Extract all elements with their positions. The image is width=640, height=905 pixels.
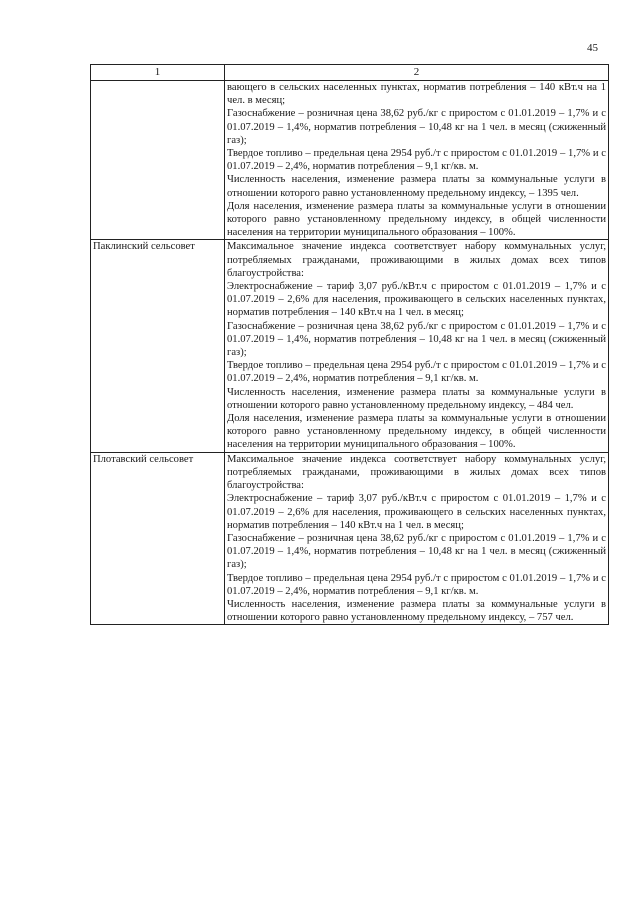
description-paragraph: Численность населения, изменение размера платы за коммунальные услуги в отношении которого равно установленному предельному индексу, – 757 чел. — [227, 598, 606, 624]
description-paragraph: Максимальное значение индекса соответствует набору коммунальных услуг, потребляемых гражданами, проживающими в жилых домах всех типов благоустройства: — [227, 241, 606, 279]
description-paragraph: вающего в сельских населенных пунктах, норматив потребления – 140 кВт.ч на 1 чел. в месяц; — [227, 82, 606, 107]
description-cell — [225, 452, 609, 625]
table-row — [91, 452, 609, 625]
table-header-row — [91, 65, 609, 81]
page-number: 45 — [587, 42, 598, 54]
description-paragraph: Газоснабжение – розничная цена 38,62 руб./кг с приростом с 01.01.2019 – 1,7% и с 01.07.2019 – 1,4%, норматив потребления – 10,48 кг на 1 чел. в месяц (сжиженный газ); — [227, 532, 606, 571]
municipality-cell — [91, 81, 225, 240]
municipality-cell: Паклинский сельсовет — [91, 240, 225, 452]
municipality-cell: Плотавский сельсовет — [91, 452, 225, 625]
table-body — [91, 81, 609, 625]
description-paragraph: Численность населения, изменение размера платы за коммунальные услуги в отношении которого равно установленному предельному индексу, – 1395 чел. — [227, 174, 606, 199]
description-paragraph: Твердое топливо – предельная цена 2954 руб./т с приростом с 01.01.2019 – 1,7% и с 01.07.2019 – 2,4%, норматив потребления – 9,1 кг/кв. м. — [227, 360, 606, 385]
description-paragraph: Электроснабжение – тариф 3,07 руб./кВт.ч с приростом с 01.01.2019 – 1,7% и с 01.07.2019 – 2,6% для населения, проживающего в сельских населенных пунктах, норматив потребления – 140 кВт.ч на 1 чел. в месяц; — [227, 493, 606, 531]
description-cell — [225, 81, 609, 240]
description-paragraph: Электроснабжение – тариф 3,07 руб./кВт.ч с приростом с 01.01.2019 – 1,7% и с 01.07.2019 – 2,6% для населения, проживающего в сельских населенных пунктах, норматив потребления – 140 кВт.ч на 1 чел. в месяц; — [227, 281, 606, 319]
description-cell — [225, 240, 609, 452]
column-header-1: 1 — [91, 65, 225, 81]
table-row — [91, 240, 609, 452]
description-paragraph: Доля населения, изменение размера платы за коммунальные услуги в отношении которого равно установленному предельному индексу, в общей численности населения на территории муниципального образования – 100%. — [227, 413, 606, 451]
description-paragraph: Доля населения, изменение размера платы за коммунальные услуги в отношении которого равно установленному предельному индексу, в общей численности населения на территории муниципального образования – 100%. — [227, 200, 606, 239]
description-paragraph: Газоснабжение – розничная цена 38,62 руб./кг с приростом с 01.01.2019 – 1,7% и с 01.07.2019 – 1,4%, норматив потребления – 10,48 кг на 1 чел. в месяц (сжиженный газ); — [227, 108, 606, 146]
column-header-2: 2 — [225, 65, 609, 81]
tariff-table — [90, 64, 609, 625]
description-paragraph: Твердое топливо – предельная цена 2954 руб./т с приростом с 01.01.2019 – 1,7% и с 01.07.2019 – 2,4%, норматив потребления – 9,1 кг/кв. м. — [227, 148, 606, 173]
description-paragraph: Максимальное значение индекса соответствует набору коммунальных услуг, потребляемых гражданами, проживающими в жилых домах всех типов благоустройства: — [227, 453, 606, 492]
description-paragraph: Газоснабжение – розничная цена 38,62 руб./кг с приростом с 01.01.2019 – 1,7% и с 01.07.2019 – 1,4%, норматив потребления – 10,48 кг на 1 чел. в месяц (сжиженный газ); — [227, 320, 606, 359]
description-paragraph: Численность населения, изменение размера платы за коммунальные услуги в отношении которого равно установленному предельному индексу, – 484 чел. — [227, 386, 606, 411]
description-paragraph: Твердое топливо – предельная цена 2954 руб./т с приростом с 01.01.2019 – 1,7% и с 01.07.2019 – 2,4%, норматив потребления – 9,1 кг/кв. м. — [227, 572, 606, 597]
table-row — [91, 81, 609, 240]
